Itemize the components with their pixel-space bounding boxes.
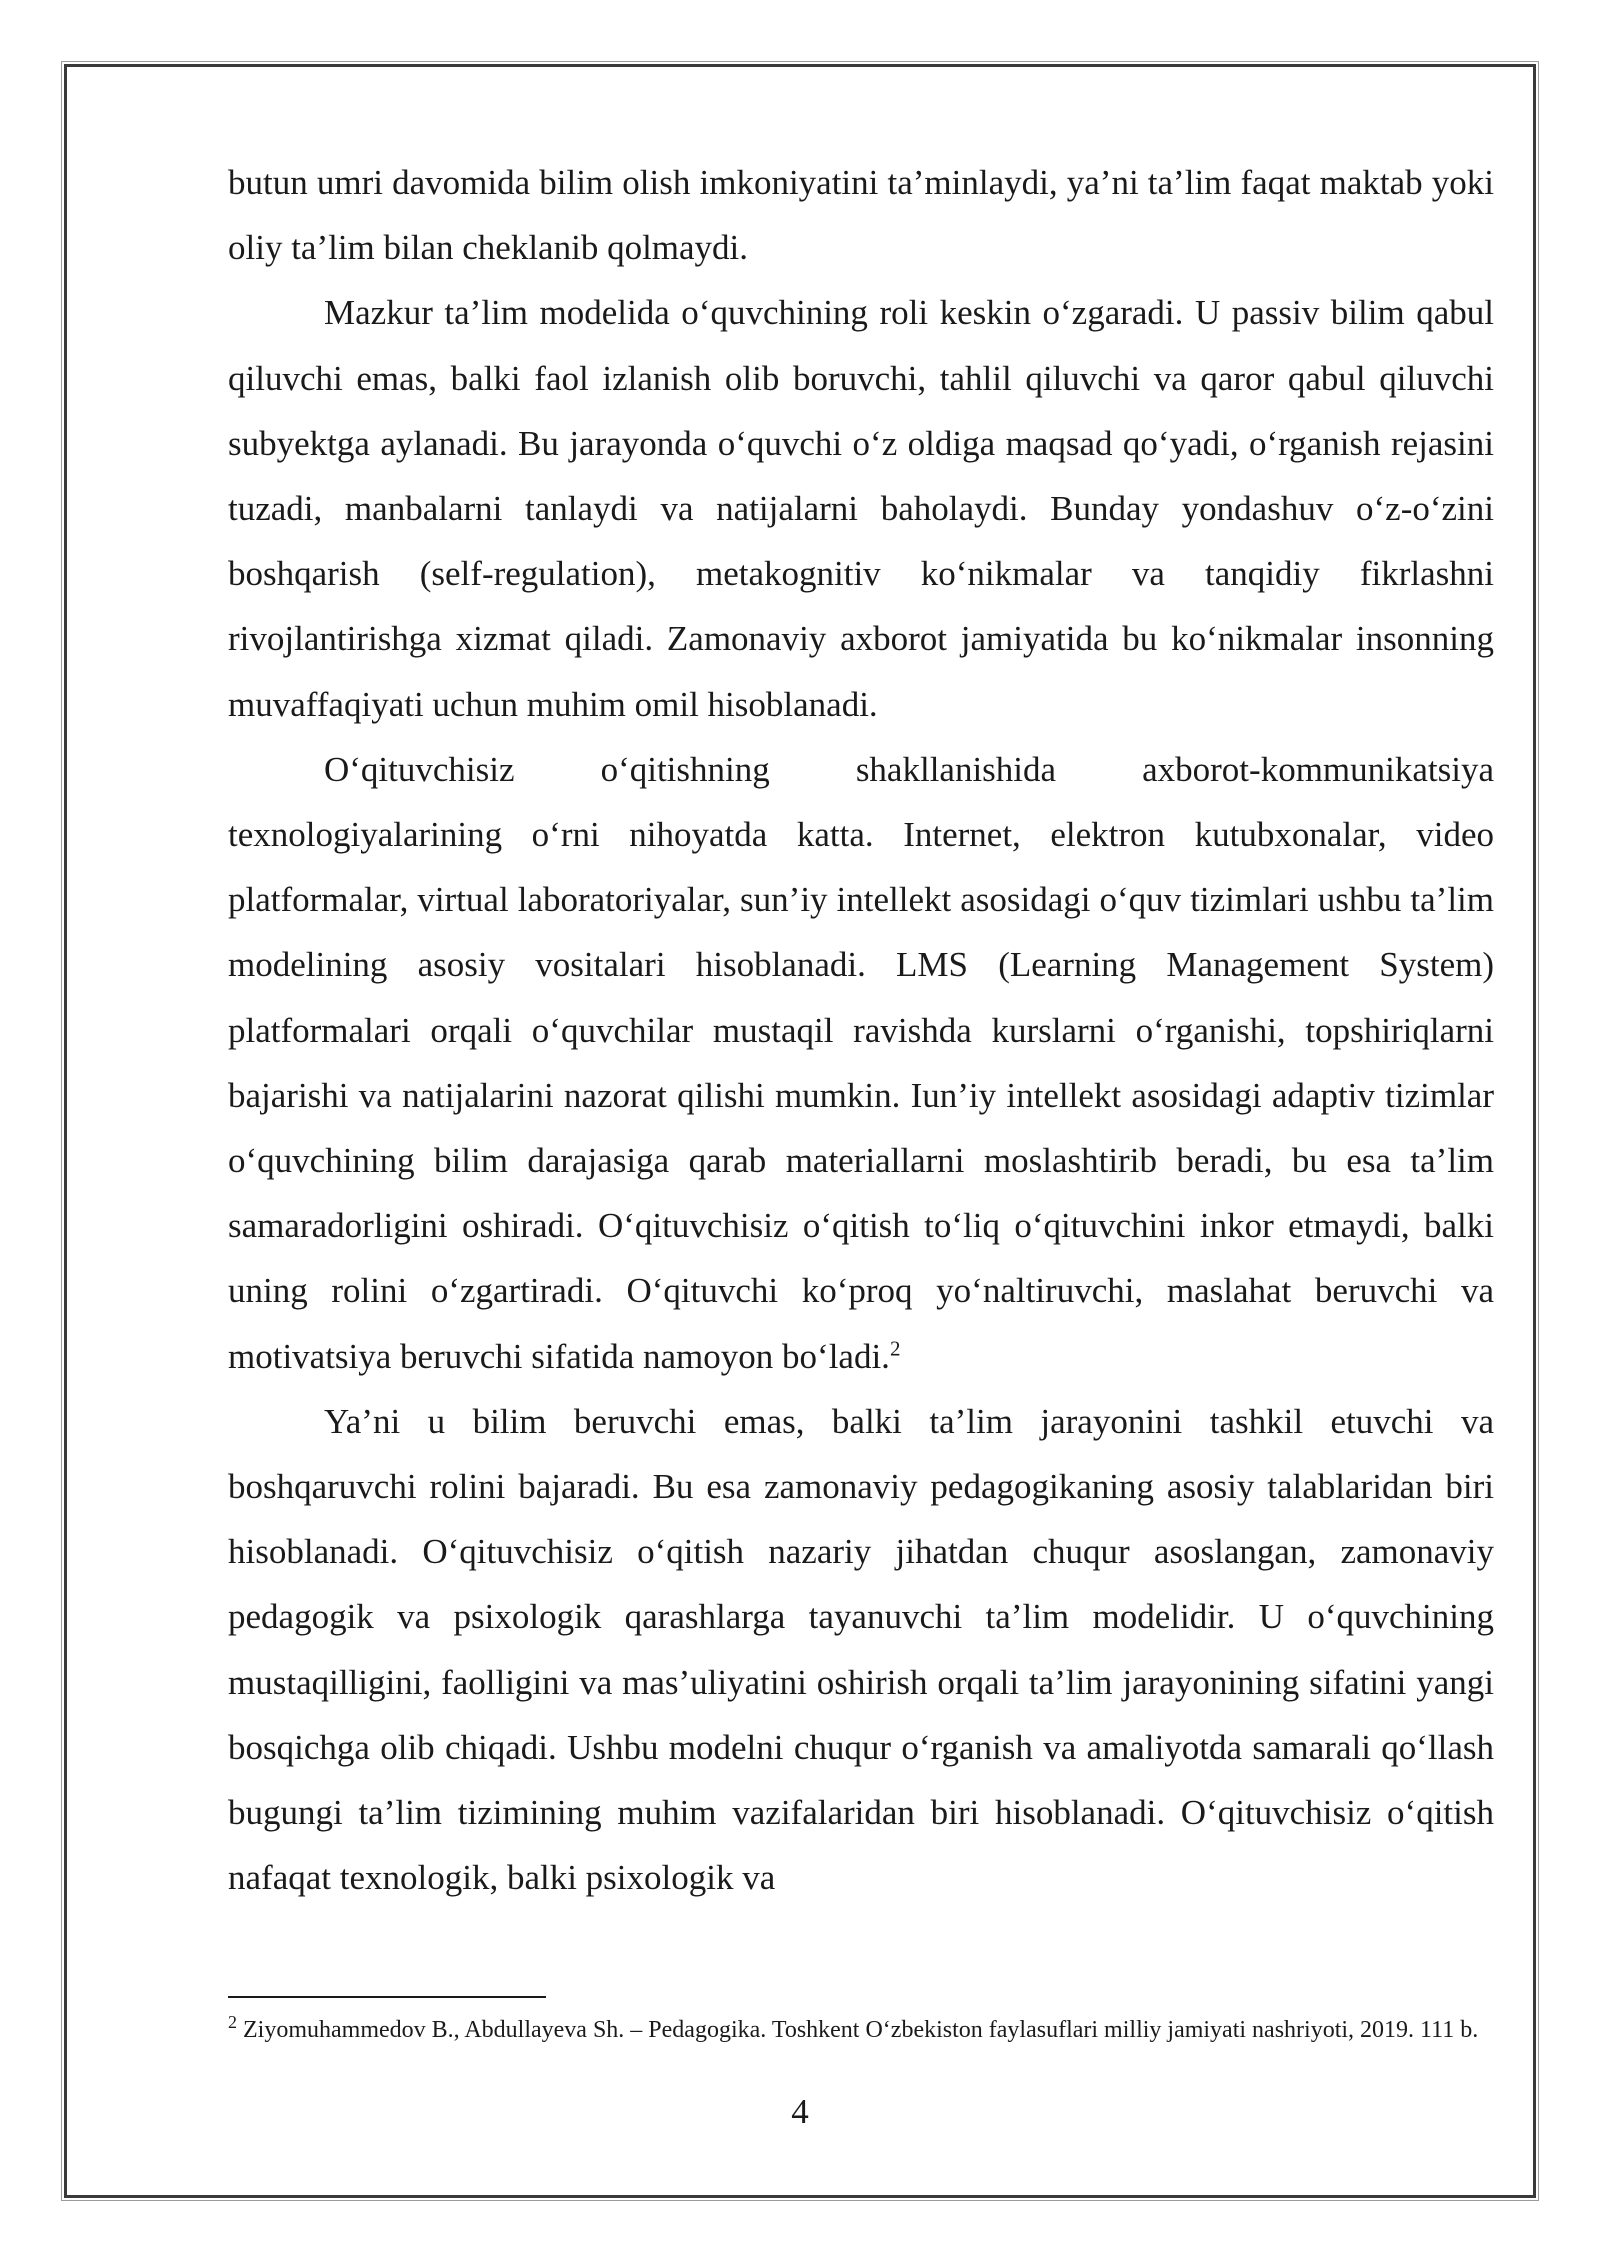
body-text — [228, 150, 1494, 1910]
paragraph-text: Ya’ni u bilim beruvchi emas, balki ta’lim jarayonini tashkil etuvchi va boshqaruvchi rolini bajaradi. Bu esa zamonaviy pedagogikaning asosiy talablaridan biri hisoblanadi. Oʻqituvchisiz oʻqitish nazariy jihatdan chuqur asoslangan, zamonaviy pedagogik va psixologik qarashlarga tayanuvchi ta’lim modelidir. U oʻquvchining mustaqilligini, faolligini va mas’uliyatini oshirish orqali ta’lim jarayonining sifatini yangi bosqichga olib chiqadi. Ushbu modelni chuqur oʻrganish va amaliyotda samarali qoʻllash bugungi ta’lim tizimining muhim vazifalaridan biri hisoblanadi. Oʻqituvchisiz oʻqitish nafaqat texnologik, balki psixologik va — [228, 1401, 1494, 1898]
paragraph-continuation — [228, 150, 1494, 280]
page-number: 4 — [791, 2092, 809, 2131]
footnote-separator — [228, 1996, 546, 1998]
footnote-number: 2 — [228, 2012, 237, 2032]
footnote — [228, 2005, 1494, 2055]
paragraph-text: butun umri davomida bilim olish imkoniyatini ta’minlaydi, ya’ni ta’lim faqat maktab yoki oliy ta’lim bilan cheklanib qolmaydi. — [228, 163, 1494, 268]
footnote-reference[interactable]: 2 — [889, 1336, 901, 1360]
paragraph-text: Oʻqituvchisiz oʻqitishning shakllanishida axborot-kommunikatsiya texnologiyalarining oʻrni nihoyatda katta. Internet, elektron kutubxonalar, video platformalar, virtual laboratoriyalar, sun’iy intellekt asosidagi oʻquv tizimlari ushbu ta’lim modelining asosiy vositalari hisoblanadi. LMS (Learning Management System) platformalari orqali oʻquvchilar mustaqil ravishda kurslarni oʻrganishi, topshiriqlarni bajarishi va natijalarini nazorat qilishi mumkin. Iun’iy intellekt asosidagi adaptiv tizimlar oʻquvchining bilim darajasiga qarab materiallarni moslashtirib beradi, bu esa ta’lim samaradorligini oshiradi. Oʻqituvchisiz oʻqitish toʻliq oʻqituvchini inkor etmaydi, balki uning rolini oʻzgartiradi. Oʻqituvchi koʻproq yoʻnaltiruvchi, maslahat beruvchi va motivatsiya beruvchi sifatida namoyon boʻladi. — [228, 749, 1494, 1376]
paragraph — [228, 1389, 1494, 1911]
footnote-text: Ziyomuhammedov B., Abdullayeva Sh. – Pedagogika. Toshkent Oʻzbekiston faylasuflari milliy jamiyati nashriyoti, 2019. 111 b. — [243, 2017, 1479, 2043]
paragraph — [228, 737, 1494, 1389]
paragraph — [228, 280, 1494, 736]
paragraph-text: Mazkur ta’lim modelida oʻquvchining roli keskin oʻzgaradi. U passiv bilim qabul qiluvchi emas, balki faol izlanish olib boruvchi, tahlil qiluvchi va qaror qabul qiluvchi subyektga aylanadi. Bu jarayonda oʻquvchi oʻz oldiga maqsad qoʻyadi, oʻrganish rejasini tuzadi, manbalarni tanlaydi va natijalarni baholaydi. Bunday yondashuv oʻz-oʻzini boshqarish (self-regulation), metakognitiv koʻnikmalar va tanqidiy fikrlashni rivojlantirishga xizmat qiladi. Zamonaviy axborot jamiyatida bu koʻnikmalar insonning muvaffaqiyati uchun muhim omil hisoblanadi. — [228, 293, 1494, 724]
